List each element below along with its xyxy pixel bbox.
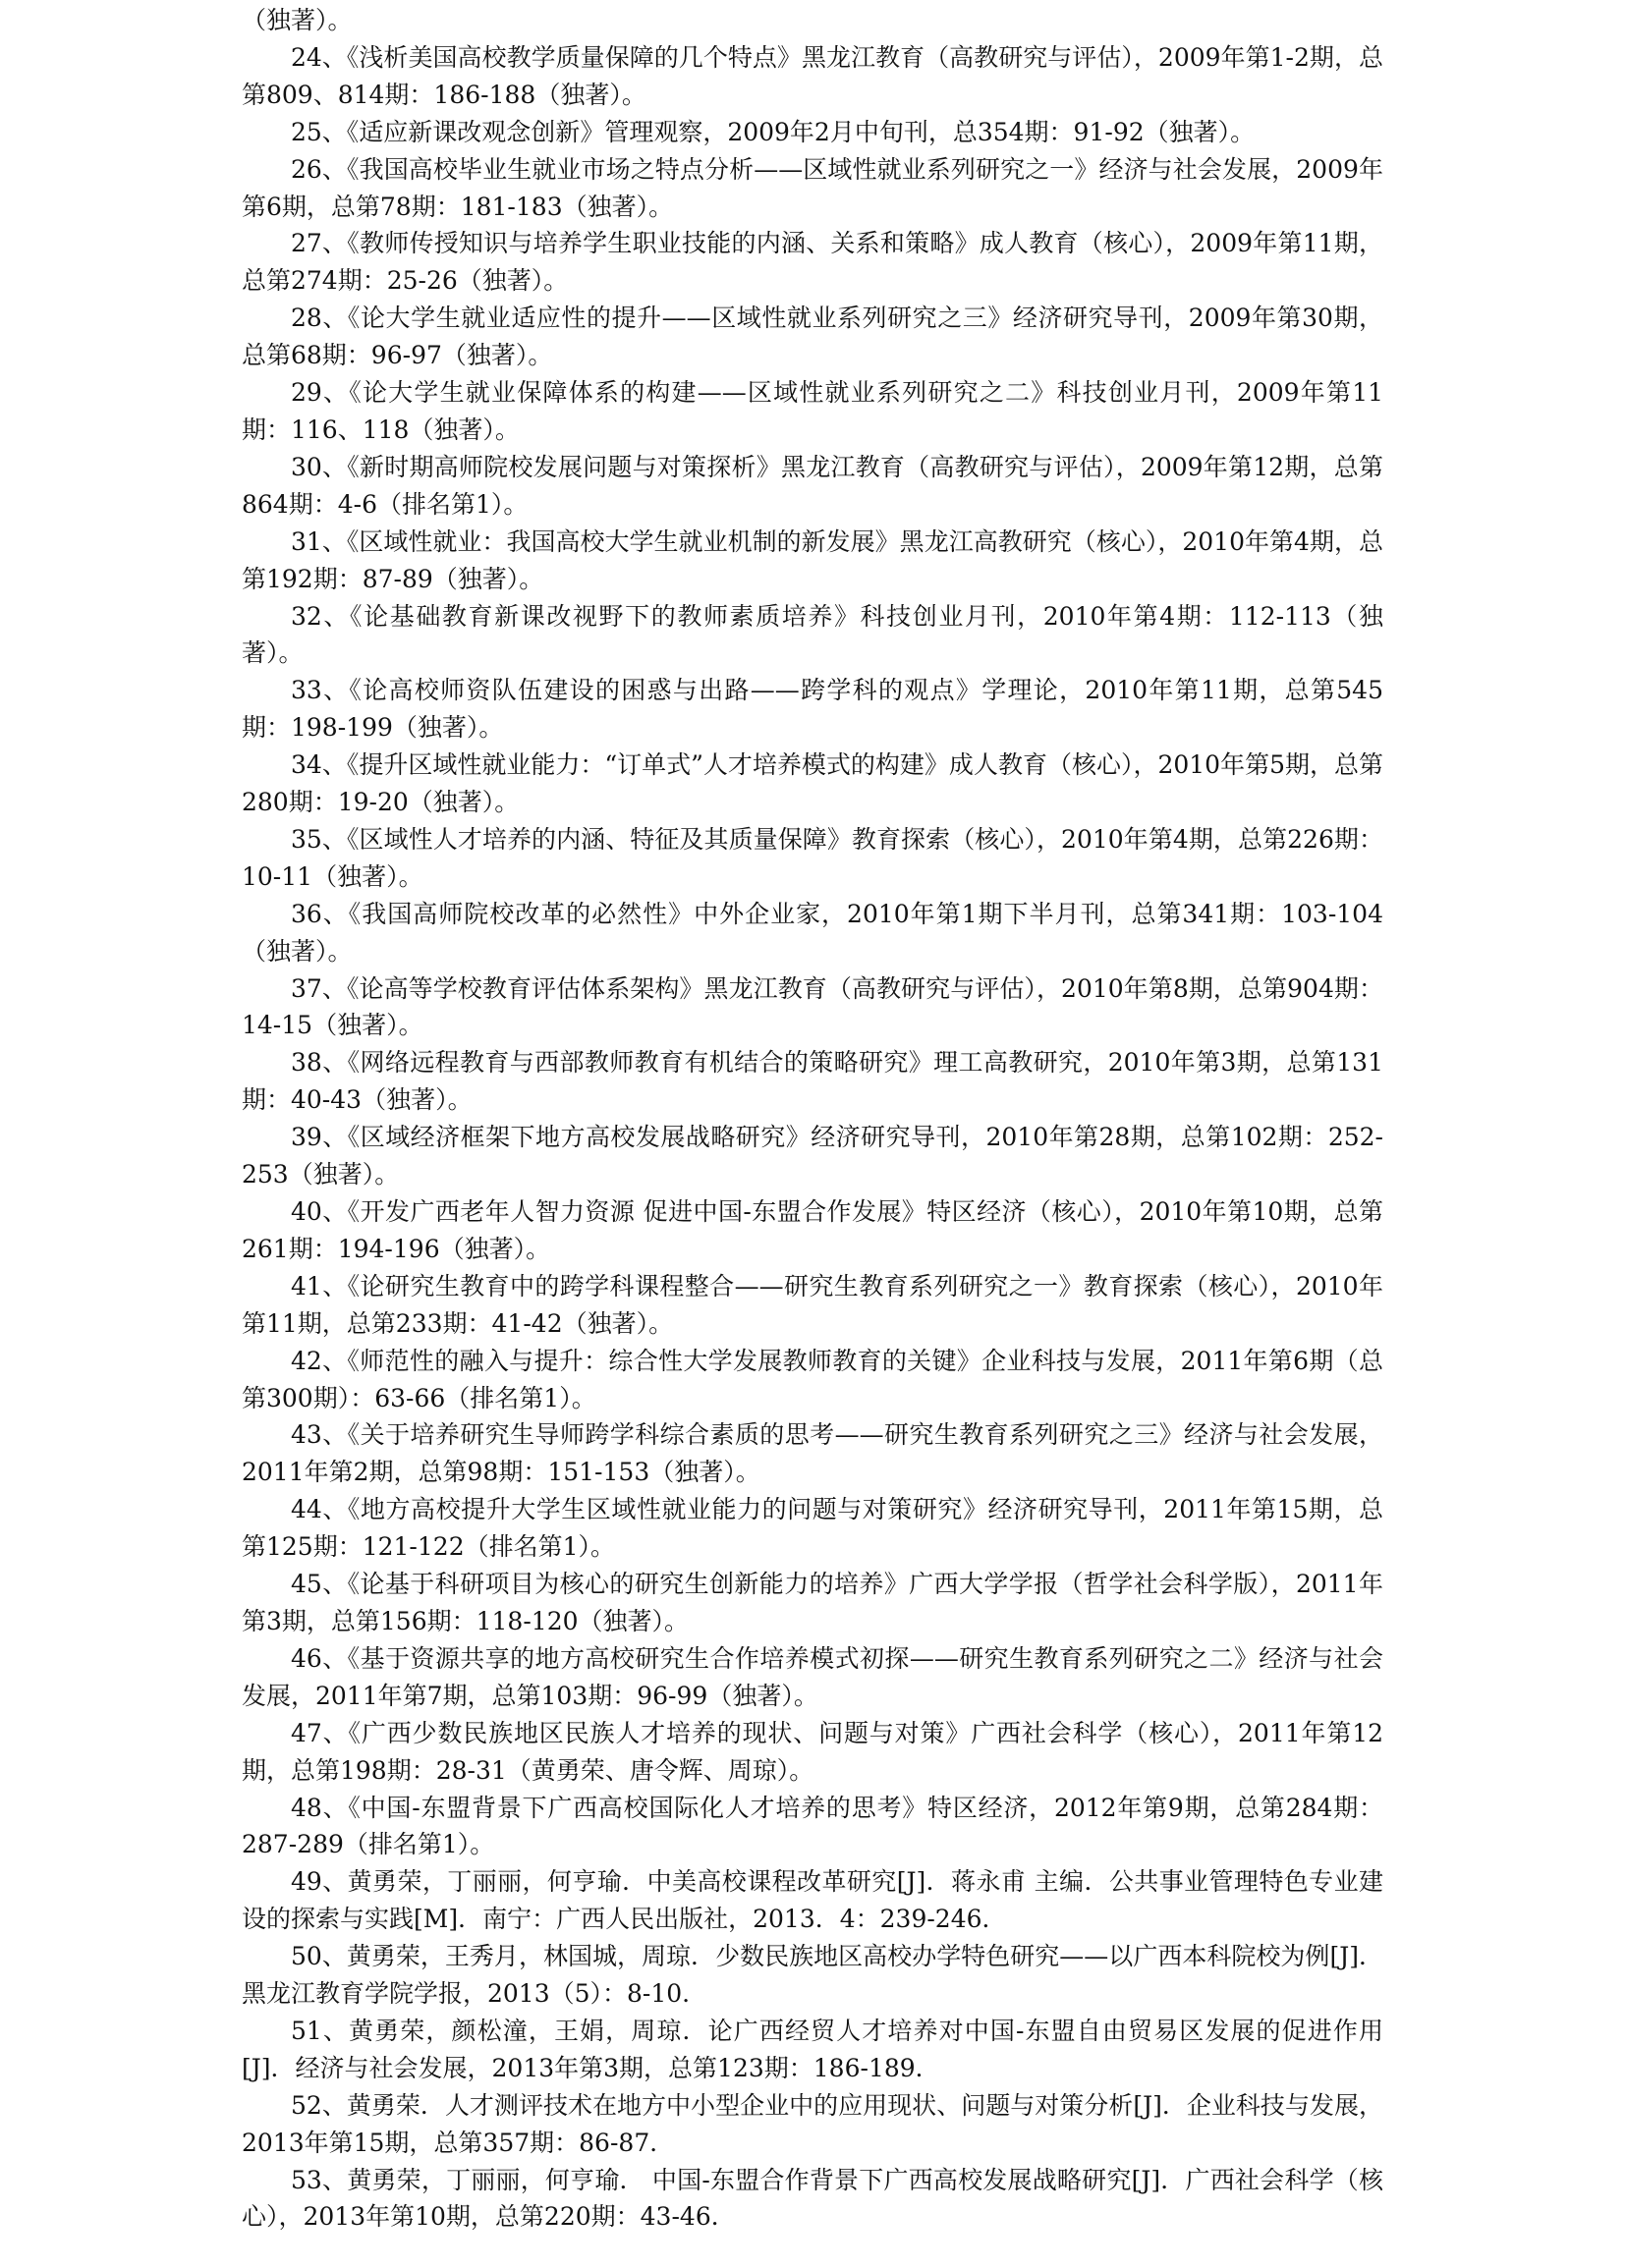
publication-entry-37: 37、《论高等学校教育评估体系架构》黑龙江教育（高教研究与评估），2010年第8期，总第904期：14-15（独著）。 (242, 973, 1383, 1040)
publication-entry-42: 42、《师范性的融入与提升：综合性大学发展教师教育的关键》企业科技与发展，2011年第6期（总第300期）：63-66（排名第1）。 (242, 1346, 1383, 1412)
publication-entry-39: 39、《区域经济框架下地方高校发展战略研究》经济研究导刊，2010年第28期，总第102期：252-253（独著）。 (242, 1123, 1383, 1189)
publication-entry-48: 48、《中国-东盟背景下广西高校国际化人才培养的思考》特区经济，2012年第9期，总第284期：287-289（排名第1）。 (242, 1793, 1383, 1859)
publication-entry-28: 28、《论大学生就业适应性的提升——区域性就业系列研究之三》经济研究导刊，2009年第30期，总第68期：96-97（独著）。 (242, 304, 1383, 370)
publication-entry-50: 50、黄勇荣，王秀月，林国城，周琼．少数民族地区高校办学特色研究——以广西本科院校为例[J]．黑龙江教育学院学报，2013（5）：8-10． (242, 1942, 1383, 2009)
publication-entry-32: 32、《论基础教育新课改视野下的教师素质培养》科技创业月刊，2010年第4期：112-113（独著）。 (242, 601, 1383, 668)
publication-entry-51: 51、黄勇荣，颜松潼，王娟，周琼．论广西经贸人才培养对中国-东盟自由贸易区发展的促进作用[J]．经济与社会发展，2013年第3期，总第123期：186-189． (242, 2016, 1383, 2082)
publication-entry-38: 38、《网络远程教育与西部教师教育有机结合的策略研究》理工高教研究，2010年第3期，总第131期：40-43（独著）。 (242, 1048, 1383, 1115)
publication-entry-49: 49、黄勇荣，丁丽丽，何亨瑜．中美高校课程改革研究[J]．蒋永甫 主编．公共事业管理特色专业建设的探索与实践[M]．南宁：广西人民出版社，2013．4：239-246． (242, 1867, 1383, 1934)
publication-entry-47: 47、《广西少数民族地区民族人才培养的现状、问题与对策》广西社会科学（核心），2011年第12期，总第198期：28-31（黄勇荣、唐令辉、周琼）。 (242, 1718, 1383, 1785)
publication-entry-24: 24、《浅析美国高校教学质量保障的几个特点》黑龙江教育（高教研究与评估），2009年第1-2期，总第809、814期：186-188（独著）。 (242, 42, 1383, 109)
publication-entry-26: 26、《我国高校毕业生就业市场之特点分析——区域性就业系列研究之一》经济与社会发展，2009年第6期，总第78期：181-183（独著）。 (242, 154, 1383, 221)
publication-entry-25: 25、《适应新课改观念创新》管理观察，2009年2月中旬刊，总354期：91-92（独著）。 (291, 117, 1256, 146)
publication-entry-52: 52、黄勇荣．人才测评技术在地方中小型企业中的应用现状、问题与对策分析[J]．企业科技与发展，2013年第15期，总第357期：86-87． (242, 2090, 1383, 2157)
publication-entry-43: 43、《关于培养研究生导师跨学科综合素质的思考——研究生教育系列研究之三》经济与社会发展，2011年第2期，总第98期：151-153（独著）。 (242, 1420, 1383, 1487)
publication-entry-29: 29、《论大学生就业保障体系的构建——区域性就业系列研究之二》科技创业月刊，2009年第11期：116、118（独著）。 (242, 378, 1383, 444)
publication-entry-46: 46、《基于资源共享的地方高校研究生合作培养模式初探——研究生教育系列研究之二》经济与社会发展，2011年第7期，总第103期：96-99（独著）。 (242, 1643, 1383, 1710)
publication-entry-36: 36、《我国高师院校改革的必然性》中外企业家，2010年第1期下半月刊，总第341期：103-104（独著）。 (242, 899, 1383, 966)
publication-list-page (242, 2, 1383, 2236)
publication-entry-33: 33、《论高校师资队伍建设的困惑与出路——跨学科的观点》学理论，2010年第11期，总第545期：198-199（独著）。 (242, 676, 1383, 743)
publication-entry-41: 41、《论研究生教育中的跨学科课程整合——研究生教育系列研究之一》教育探索（核心），2010年第11期，总第233期：41-42（独著）。 (242, 1271, 1383, 1338)
publication-entry-40: 40、《开发广西老年人智力资源 促进中国-东盟合作发展》特区经济（核心），2010年第10期，总第261期：194-196（独著）。 (242, 1197, 1383, 1263)
publication-entry-35: 35、《区域性人才培养的内涵、特征及其质量保障》教育探索（核心），2010年第4期，总第226期：10-11（独著）。 (242, 824, 1383, 891)
publication-entry-34: 34、《提升区域性就业能力：“订单式”人才培养模式的构建》成人教育（核心），2010年第5期，总第280期：19-20（独著）。 (242, 750, 1383, 817)
publication-entry-53: 53、黄勇荣，丁丽丽，何亨瑜． 中国-东盟合作背景下广西高校发展战略研究[J]．广西社会科学（核心），2013年第10期，总第220期：43-46． (242, 2165, 1383, 2232)
publication-entry-31: 31、《区域性就业：我国高校大学生就业机制的新发展》黑龙江高教研究（核心），2010年第4期，总第192期：87-89（独著）。 (242, 526, 1383, 593)
publication-entry-45: 45、《论基于科研项目为核心的研究生创新能力的培养》广西大学学报（哲学社会科学版），2011年第3期，总第156期：118-120（独著）。 (242, 1570, 1383, 1635)
publication-entry-44: 44、《地方高校提升大学生区域性就业能力的问题与对策研究》经济研究导刊，2011年第15期，总第125期：121-122（排名第1）。 (242, 1495, 1383, 1562)
publication-entry-27: 27、《教师传授知识与培养学生职业技能的内涵、关系和策略》成人教育（核心），2009年第11期，总第274期：25-26（独著）。 (242, 229, 1383, 296)
publication-entry-23-continuation: （独著）。 (242, 6, 353, 34)
publication-entry-30: 30、《新时期高师院校发展问题与对策探析》黑龙江教育（高教研究与评估），2009年第12期，总第864期：4-6（排名第1）。 (242, 452, 1383, 519)
